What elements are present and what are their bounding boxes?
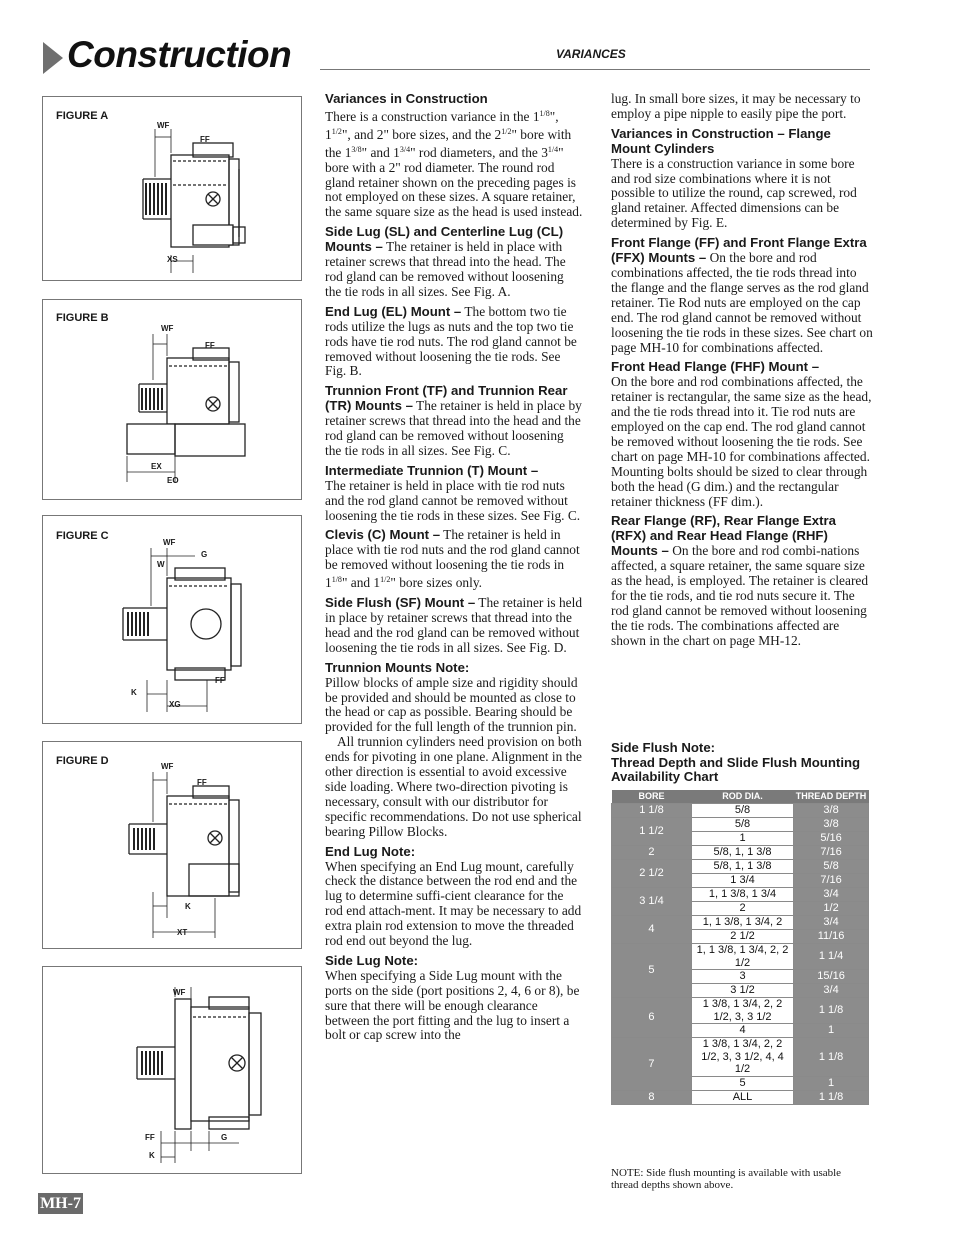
side-lug-note-paragraph: Side Lug Note: When specifying a Side Lug mount with the ports on the side (port positions 2, 4, 6 or 8), be sure that there will be enough clearance between the port fitting and the lug to insert a bolt or cap screw into the [325, 954, 583, 1043]
rear-flange-paragraph: Rear Flange (RF), Rear Flange Extra (RFX) and Rear Head Flange (RHF) Mounts – On the bore and rod combi-nations affected, a square retainer, the same square size as the head, is employed. The retainer is cleared for the tie rods, and tie rod nuts secure it. The rod gland cannot be removed without loosening the tie rods. The combinations affected are shown in the chart on page MH-12. [611, 513, 869, 648]
cell-bore: 7 [612, 1038, 692, 1091]
cell-thread-depth: 1 1/4 [794, 944, 869, 970]
cell-bore: 1 1/2 [612, 818, 692, 846]
figure-a-drawing [43, 97, 301, 280]
header-rod: ROD DIA. [691, 790, 793, 804]
side-lug-note-heading: Side Lug Note: [325, 952, 419, 968]
dim-g-label: G [201, 550, 208, 559]
thread-depth-table [611, 790, 869, 1105]
lug-continuation-paragraph: lug. In small bore sizes, it may be necessary to employ a pipe nipple to easily pipe the port. [611, 91, 861, 121]
cell-rod-dia: 1, 1 3/8, 1 3/4, 2 [691, 916, 793, 930]
cell-bore: 8 [612, 1090, 692, 1104]
chart-title-line-2: Thread Depth and Slide Flush Mounting Availability Chart [611, 754, 861, 784]
end-lug-note-heading: End Lug Note: [325, 843, 416, 859]
front-flange-heading: Front Flange (FF) and Front Flange Extra (FFX) Mounts – [611, 235, 867, 266]
figure-c-label: FIGURE C [56, 530, 109, 542]
chart-title-line-1: Side Flush Note: [611, 740, 716, 755]
cell-rod-dia: 3 1/2 [691, 984, 793, 998]
end-lug-heading: End Lug (EL) Mount – [325, 303, 462, 319]
cell-thread-depth: 3/4 [794, 888, 869, 902]
dim-wf-label: WF [173, 988, 186, 997]
header-arrow-icon [43, 42, 63, 74]
cell-rod-dia: 5/8, 1, 1 3/8 [691, 860, 793, 874]
figure-c [42, 515, 302, 724]
dim-eo-label: EO [167, 476, 179, 485]
front-head-flange-heading: Front Head Flange (FHF) Mount – [611, 359, 820, 375]
page-title: Construction [67, 34, 292, 75]
cell-thread-depth: 1 1/8 [794, 1090, 869, 1104]
figure-a [42, 96, 302, 281]
trunnion-note-paragraph: Trunnion Mounts Note: Pillow blocks of ample size and rigidity should be provided and should be mounted as close to the head or cap as possible. Bearing should be provided for the full length of the trunnion pin. [325, 661, 583, 736]
cell-thread-depth: 3/8 [794, 818, 869, 832]
dim-wf-label: WF [161, 324, 174, 333]
table-row [612, 804, 869, 818]
dim-xg-label: XG [169, 700, 181, 709]
rear-flange-heading: Rear Flange (RF), Rear Flange Extra (RFX) and Rear Head Flange (RHF) Mounts – [611, 513, 836, 559]
cell-rod-dia: 2 [691, 902, 793, 916]
header-bore: BORE [612, 790, 692, 804]
trunnion-paragraph: Trunnion Front (TF) and Trunnion Rear (TR) Mounts – The retainer is held in place by retainer screws that thread into the head and the rod gland can be removed without loosening the tie rods in all sizes. See Fig. C. [325, 383, 582, 458]
intermediate-trunnion-heading: Intermediate Trunnion (T) Mount – [325, 462, 539, 478]
table-row [612, 944, 869, 970]
cell-rod-dia: 5 [691, 1076, 793, 1090]
cell-rod-dia: 5/8 [691, 818, 793, 832]
intermediate-trunnion-paragraph: Intermediate Trunnion (T) Mount – The retainer is held in place with tie rod nuts and the rod gland cannot be removed without loosening the tie rods in these sizes. See Fig. C. [325, 464, 583, 524]
dim-k-label: K [149, 1151, 155, 1160]
figure-d-drawing [43, 742, 301, 948]
clevis-paragraph: Clevis (C) Mount – The retainer is held in place with tie rod nuts and the rod gland cannot be removed without loosening the tie rods in $1^{1/8}$" and $1^{1/2}$" bore sizes only. [325, 527, 580, 591]
text-column-2 [611, 92, 873, 654]
variances-heading: Variances in Construction [325, 91, 488, 106]
cell-rod-dia: 1 3/4 [691, 874, 793, 888]
dim-k-label: K [185, 902, 191, 911]
dim-ex-label: EX [151, 462, 162, 471]
dim-ff-label: FF [145, 1133, 155, 1142]
cell-rod-dia: 1 3/8, 1 3/4, 2, 2 1/2, 3, 3 1/2 [691, 998, 793, 1024]
dim-g-label: G [221, 1133, 228, 1142]
dim-ff-label: FF [205, 341, 215, 350]
dim-wf-label: WF [157, 121, 170, 130]
flange-variances-heading: Variances in Construction – Flange Mount Cylinders [611, 125, 831, 156]
chart-title [611, 741, 873, 785]
cell-bore: 4 [612, 916, 692, 944]
side-lug-heading: Side Lug (SL) and Centerline Lug (CL) Mounts – [325, 224, 564, 255]
page-number: MH-7 [38, 1193, 83, 1214]
dim-ff-label: FF [215, 676, 225, 685]
side-flush-heading: Side Flush (SF) Mount – [325, 595, 476, 611]
cell-thread-depth: 1 1/8 [794, 1038, 869, 1077]
chart-note: NOTE: Side flush mounting is available with usable thread depths shown above. [611, 1167, 842, 1191]
dim-wf-label: WF [161, 762, 174, 771]
table-row [612, 1090, 869, 1104]
figure-e [42, 966, 302, 1174]
dim-ff-label: FF [200, 135, 210, 144]
table-row [612, 888, 869, 902]
figure-b-label: FIGURE B [56, 312, 109, 324]
dim-ff-label: FF [197, 778, 207, 787]
trunnion-note-heading: Trunnion Mounts Note: [325, 659, 470, 675]
cell-thread-depth: 1 [794, 1076, 869, 1090]
cell-thread-depth: 5/16 [794, 832, 869, 846]
cell-thread-depth: 5/8 [794, 860, 869, 874]
header-divider [320, 69, 870, 70]
figure-d-label: FIGURE D [56, 755, 109, 767]
figure-e-drawing [43, 967, 301, 1173]
table-row [612, 860, 869, 874]
header-thread: THREAD DEPTH [794, 790, 869, 804]
end-lug-paragraph: End Lug (EL) Mount – The bottom two tie rods utilize the lugs as nuts and the top two tie rods have tie rod nuts. The rod gland cannot be removed without loosening the tie rods. See Fig. B. [325, 303, 577, 379]
figure-a-label: FIGURE A [56, 110, 109, 122]
side-lug-paragraph: Side Lug (SL) and Centerline Lug (CL) Mounts – The retainer is held in place with retainer screws that thread into the head. The rod gland can be removed without loosening the tie rods in all sizes. See Fig. A. [325, 224, 566, 299]
cell-thread-depth: 1 1/8 [794, 998, 869, 1024]
cell-thread-depth: 15/16 [794, 970, 869, 984]
table-row [612, 1038, 869, 1077]
variances-paragraph: Variances in Construction There is a construction variance in the $1^{1/8}$", $1^{1/2}$", and 2" bore sizes, and the $2^{1/2}$" bore with the $1^{3/8}$" and $1^{3/4}$" rod diameters, and the $3^{1/4}$" bore with a 2" rod diameter. The round rod gland retainer shown on the preceding pages is not employed on these sizes. A square retainer, the same square size as the head is used instead. [325, 91, 583, 220]
cell-thread-depth: 11/16 [794, 930, 869, 944]
figure-c-drawing [43, 516, 301, 723]
cell-thread-depth: 3/4 [794, 984, 869, 998]
cell-rod-dia: 1, 1 3/8, 1 3/4, 2, 2 1/2 [691, 944, 793, 970]
cell-rod-dia: 1, 1 3/8, 1 3/4 [691, 888, 793, 902]
cell-rod-dia: 4 [691, 1024, 793, 1038]
table-row [612, 916, 869, 930]
cell-bore: 1 1/8 [612, 804, 692, 818]
trunnion-note-paragraph-2: All trunnion cylinders need provision on both ends for pivoting in one plane. Alignment in the other direction is essential to avoid excessive side loading. Where two-direction pivoting is necessary, consult with our distributor for specific recommendations. Do not use spherical bearing Pillow Blocks. [325, 734, 582, 839]
cell-bore: 3 1/4 [612, 888, 692, 916]
front-flange-paragraph: Front Flange (FF) and Front Flange Extra (FFX) Mounts – On the bore and rod combinations affected, the tie rods thread into the flange and the flange serves as the rod gland retainer. Tie Rod nuts are employed on the cap end. The rod gland cannot be removed without loosening the tie rods in these sizes. See chart on page MH-10 for combinations affected. [611, 235, 873, 355]
cell-bore: 6 [612, 998, 692, 1038]
cell-thread-depth: 3/4 [794, 916, 869, 930]
dim-k-label: K [131, 688, 137, 697]
cell-thread-depth: 7/16 [794, 874, 869, 888]
cell-rod-dia: 5/8, 1, 1 3/8 [691, 846, 793, 860]
cell-thread-depth: 3/8 [794, 804, 869, 818]
cell-rod-dia: 5/8 [691, 804, 793, 818]
cell-bore: 2 [612, 846, 692, 860]
cell-thread-depth: 1/2 [794, 902, 869, 916]
front-head-flange-paragraph: Front Head Flange (FHF) Mount – On the bore and rod combinations affected, the retainer is rectangular, the same size as the head, and the tie rods thread into it. Tie rod nuts are employed on the cap end. The rod gland cannot be removed without loosening the tie rods. See chart on page MH-10 for combinations affected. Mounting bolts should be sized to clear through both the head (G dim.) and the rectangular retainer thickness (FF dim.). [611, 359, 872, 509]
cell-bore: 5 [612, 944, 692, 998]
cell-rod-dia: 3 [691, 970, 793, 984]
section-label: VARIANCES [556, 47, 626, 61]
cell-thread-depth: 1 [794, 1024, 869, 1038]
table-header-row [612, 790, 869, 804]
flange-variances-paragraph: Variances in Construction – Flange Mount Cylinders There is a construction variance in some bore and rod size combinations where it is not possible to utilize the round, cap screwed, rod gland retainer. Affected dimensions can be determined by Fig. E. [611, 127, 873, 231]
figure-b [42, 299, 302, 500]
clevis-heading: Clevis (C) Mount – [325, 527, 441, 543]
text-column-1 [325, 92, 583, 1048]
cell-bore: 2 1/2 [612, 860, 692, 888]
table-row [612, 998, 869, 1024]
trunnion-heading: Trunnion Front (TF) and Trunnion Rear (TR) Mounts – [325, 383, 568, 414]
dim-w-label: W [157, 560, 165, 569]
figure-d [42, 741, 302, 949]
dim-xs-label: XS [167, 255, 178, 264]
table-row [612, 846, 869, 860]
cell-thread-depth: 7/16 [794, 846, 869, 860]
cell-rod-dia: 1 3/8, 1 3/4, 2, 2 1/2, 3, 3 1/2, 4, 4 1/2 [691, 1038, 793, 1077]
end-lug-note-paragraph: End Lug Note: When specifying an End Lug mount, carefully check the distance between the rod end and the lug to determine suffi-cient clearance for the rod end attach-ment. It may be necessary to add extra plain rod extension to move the threaded rod end out beyond the lug. [325, 843, 582, 949]
cell-rod-dia: ALL [691, 1090, 793, 1104]
dim-xt-label: XT [177, 928, 188, 937]
dim-wf-label: WF [163, 538, 176, 547]
cell-rod-dia: 1 [691, 832, 793, 846]
side-flush-paragraph: Side Flush (SF) Mount – The retainer is held in place by retainer screws that thread into the head and the rod gland can be removed without loosening the tie rods in all sizes. See Fig. D. [325, 595, 583, 655]
table-row [612, 818, 869, 832]
cell-rod-dia: 2 1/2 [691, 930, 793, 944]
